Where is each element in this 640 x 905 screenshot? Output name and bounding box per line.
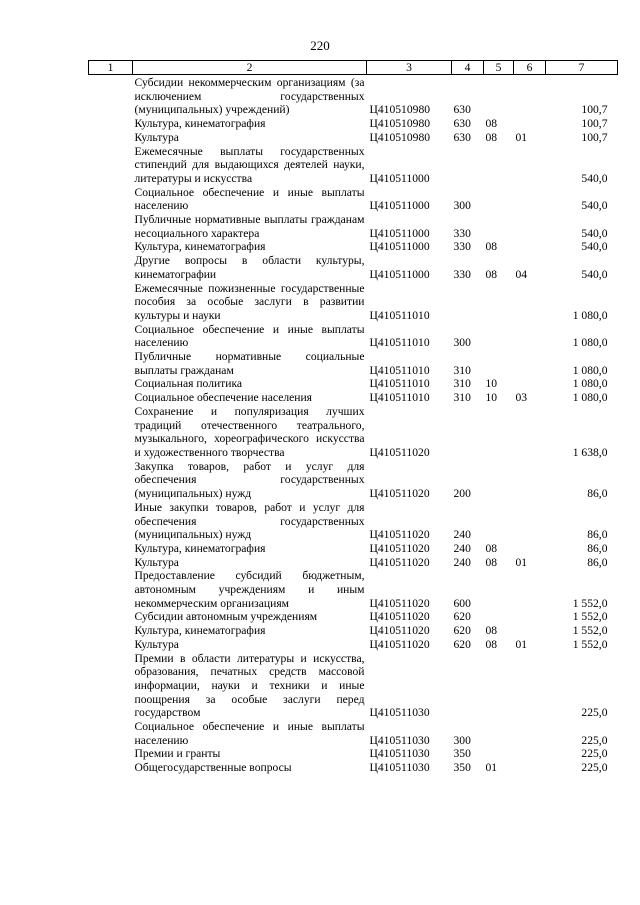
row-amount: 100,7 xyxy=(581,130,608,144)
row-code: Ц410511030 xyxy=(369,761,430,775)
row-name: Культура xyxy=(134,555,179,569)
row-pr xyxy=(514,610,546,624)
table-header-row xyxy=(89,61,618,75)
row-amount: 225,0 xyxy=(581,761,608,775)
row-vr: 310 xyxy=(453,377,471,391)
row-amount: 1 552,0 xyxy=(572,610,608,624)
row-vr: 630 xyxy=(453,103,471,117)
row-pr xyxy=(514,323,546,350)
row-rz xyxy=(484,75,514,118)
row-name: Премии в области литературы и искусства, образования, печатных средств массовой информации, науки и техники и иные поощрения за особые заслуги перед государством xyxy=(134,651,365,720)
row-name: Культура xyxy=(134,637,179,651)
row-vr: 330 xyxy=(453,226,471,240)
row-name: Социальное обеспечение и иные выплаты населению xyxy=(134,720,365,747)
row-vr xyxy=(452,282,484,323)
row-name: Сохранение и популяризация лучших традиций отечественного театрального, музыкального, хореографического искусства и художественного творчества xyxy=(134,404,365,459)
blank-cell xyxy=(89,569,133,610)
row-vr: 350 xyxy=(453,761,471,775)
row-pr xyxy=(514,405,546,460)
header-col-7: 7 xyxy=(546,61,618,75)
table-row xyxy=(89,240,618,254)
row-rz: 08 xyxy=(485,624,498,638)
row-code: Ц410511020 xyxy=(369,624,430,638)
row-name: Публичные нормативные социальные выплаты гражданам xyxy=(134,350,365,377)
table-row xyxy=(89,323,618,350)
row-rz xyxy=(484,501,514,542)
row-rz xyxy=(484,350,514,377)
row-pr: 01 xyxy=(515,130,528,144)
row-code: Ц410511020 xyxy=(369,596,430,610)
header-col-4: 4 xyxy=(452,61,484,75)
row-name: Социальное обеспечение и иные выплаты населению xyxy=(134,322,365,350)
blank-cell xyxy=(89,254,133,281)
row-code: Ц410511030 xyxy=(369,747,430,761)
row-rz: 08 xyxy=(485,541,498,555)
row-amount: 540,0 xyxy=(581,240,608,254)
blank-cell xyxy=(89,145,133,186)
table-row xyxy=(89,556,618,570)
row-vr: 620 xyxy=(453,637,471,651)
row-rz: 08 xyxy=(485,117,498,131)
row-code: Ц410511010 xyxy=(369,363,430,377)
row-name: Субсидии автономным учреждениям xyxy=(134,610,318,624)
row-rz: 10 xyxy=(485,391,498,405)
row-rz xyxy=(484,213,514,240)
row-vr: 330 xyxy=(453,267,471,281)
blank-cell xyxy=(89,377,133,391)
row-vr: 300 xyxy=(453,733,471,747)
row-vr: 240 xyxy=(453,555,471,569)
table-row xyxy=(89,761,618,775)
row-vr xyxy=(452,405,484,460)
row-name: Иные закупки товаров, работ и услуг для обеспечения государственных (муниципальных) нужд xyxy=(134,500,365,542)
table-row xyxy=(89,213,618,240)
row-vr: 310 xyxy=(453,363,471,377)
row-amount: 86,0 xyxy=(587,555,608,569)
row-code: Ц410511030 xyxy=(369,706,430,720)
row-rz xyxy=(484,145,514,186)
table-row xyxy=(89,350,618,377)
table-row xyxy=(89,377,618,391)
row-amount: 540,0 xyxy=(581,267,608,281)
row-amount: 1 552,0 xyxy=(572,624,608,638)
row-code: Ц410511020 xyxy=(369,541,430,555)
blank-cell xyxy=(89,761,133,775)
row-amount: 540,0 xyxy=(581,171,608,185)
row-code: Ц410511000 xyxy=(369,199,430,213)
header-col-6: 6 xyxy=(514,61,546,75)
row-code: Ц410511020 xyxy=(369,528,430,542)
blank-cell xyxy=(89,556,133,570)
row-amount: 1 080,0 xyxy=(572,391,608,405)
row-code: Ц410511010 xyxy=(369,391,430,405)
blank-cell xyxy=(89,282,133,323)
row-rz: 08 xyxy=(485,240,498,254)
table-row xyxy=(89,720,618,747)
table-row xyxy=(89,542,618,556)
row-amount: 540,0 xyxy=(581,199,608,213)
row-pr xyxy=(514,117,546,131)
row-rz xyxy=(484,282,514,323)
row-code: Ц410511010 xyxy=(369,308,430,322)
row-pr xyxy=(514,761,546,775)
blank-cell xyxy=(89,460,133,501)
blank-cell xyxy=(89,186,133,213)
row-name: Социальное обеспечение и иные выплаты населению xyxy=(134,185,365,213)
row-rz xyxy=(484,323,514,350)
blank-cell xyxy=(89,720,133,747)
row-rz: 08 xyxy=(485,130,498,144)
row-pr: 04 xyxy=(515,267,528,281)
table-row xyxy=(89,391,618,405)
row-vr: 350 xyxy=(453,747,471,761)
row-amount: 86,0 xyxy=(587,487,608,501)
row-amount: 1 080,0 xyxy=(572,336,608,350)
table-row xyxy=(89,117,618,131)
table-row xyxy=(89,624,618,638)
table-row xyxy=(89,652,618,721)
row-name: Культура, кинематография xyxy=(134,624,266,638)
row-code: Ц410511020 xyxy=(369,610,430,624)
row-pr xyxy=(514,720,546,747)
row-pr xyxy=(514,624,546,638)
row-rz xyxy=(484,610,514,624)
row-amount: 86,0 xyxy=(587,528,608,542)
row-vr: 200 xyxy=(453,487,471,501)
budget-table xyxy=(88,60,618,775)
row-amount: 1 080,0 xyxy=(572,308,608,322)
row-name: Социальная политика xyxy=(134,377,243,391)
row-name: Культура, кинематография xyxy=(134,117,266,131)
row-amount: 100,7 xyxy=(581,103,608,117)
row-rz xyxy=(484,720,514,747)
blank-cell xyxy=(89,323,133,350)
row-pr xyxy=(514,213,546,240)
row-vr: 600 xyxy=(453,596,471,610)
row-vr xyxy=(452,145,484,186)
table-row xyxy=(89,405,618,460)
row-rz: 08 xyxy=(485,267,498,281)
page-number: 220 xyxy=(310,38,330,53)
row-amount: 100,7 xyxy=(581,117,608,131)
row-name: Культура, кинематография xyxy=(134,541,266,555)
row-pr xyxy=(514,652,546,721)
row-pr xyxy=(514,186,546,213)
table-row xyxy=(89,460,618,501)
blank-cell xyxy=(89,405,133,460)
row-pr: 01 xyxy=(515,637,528,651)
table-row xyxy=(89,75,618,118)
row-amount: 225,0 xyxy=(581,733,608,747)
row-code: Ц410511030 xyxy=(369,733,430,747)
row-name: Культура, кинематография xyxy=(134,240,266,254)
row-rz: 08 xyxy=(485,555,498,569)
row-name: Субсидии некоммерческим организациям (за исключением государственных (муниципальных) учреждений) xyxy=(134,76,365,117)
table-row xyxy=(89,638,618,652)
row-name: Премии и гранты xyxy=(134,747,221,761)
row-rz: 10 xyxy=(485,377,498,391)
row-name: Закупка товаров, работ и услуг для обеспечения государственных (муниципальных) нужд xyxy=(134,459,365,501)
row-code: Ц410511000 xyxy=(369,240,430,254)
row-name: Общегосударственные вопросы xyxy=(134,761,292,775)
row-amount: 1 552,0 xyxy=(572,596,608,610)
row-amount: 86,0 xyxy=(587,541,608,555)
table-row xyxy=(89,254,618,281)
header-col-1: 1 xyxy=(89,61,133,75)
blank-cell xyxy=(89,638,133,652)
row-rz xyxy=(484,460,514,501)
row-pr xyxy=(514,569,546,610)
blank-cell xyxy=(89,542,133,556)
row-pr xyxy=(514,350,546,377)
row-pr xyxy=(514,75,546,118)
row-pr xyxy=(514,377,546,391)
table-body xyxy=(89,75,618,775)
row-rz xyxy=(484,747,514,761)
table-row xyxy=(89,282,618,323)
row-pr xyxy=(514,460,546,501)
row-code: Ц410510980 xyxy=(369,103,431,117)
header-col-5: 5 xyxy=(484,61,514,75)
row-pr: 01 xyxy=(515,555,528,569)
row-rz: 08 xyxy=(485,637,498,651)
row-name: Другие вопросы в области культуры, кинематографии xyxy=(134,254,365,281)
row-vr: 330 xyxy=(453,240,471,254)
blank-cell xyxy=(89,75,133,118)
blank-cell xyxy=(89,240,133,254)
row-pr xyxy=(514,501,546,542)
row-rz xyxy=(484,652,514,721)
row-vr: 240 xyxy=(453,541,471,555)
row-rz xyxy=(484,186,514,213)
table-row xyxy=(89,610,618,624)
blank-cell xyxy=(89,350,133,377)
row-rz: 01 xyxy=(485,761,498,775)
table-row xyxy=(89,186,618,213)
table-row xyxy=(89,747,618,761)
row-amount: 1 638,0 xyxy=(572,445,608,459)
header-col-2: 2 xyxy=(133,61,367,75)
row-code: Ц410511000 xyxy=(369,226,430,240)
row-pr xyxy=(514,542,546,556)
row-name: Ежемесячные пожизненные государственные пособия за особые заслуги в развитии культуры и науки xyxy=(134,281,365,322)
row-code: Ц410511020 xyxy=(369,555,430,569)
row-code: Ц410511020 xyxy=(369,487,430,501)
blank-cell xyxy=(89,501,133,542)
row-pr xyxy=(514,240,546,254)
row-code: Ц410511020 xyxy=(369,445,430,459)
row-pr xyxy=(514,282,546,323)
row-amount: 540,0 xyxy=(581,226,608,240)
row-code: Ц410511000 xyxy=(369,171,430,185)
blank-cell xyxy=(89,747,133,761)
blank-cell xyxy=(89,652,133,721)
row-name: Ежемесячные выплаты государственных стипендий для выдающихся деятелей науки, литературы и искусства xyxy=(134,144,365,185)
row-vr: 240 xyxy=(453,528,471,542)
row-code: Ц410511020 xyxy=(369,637,430,651)
table-row xyxy=(89,131,618,145)
row-amount: 1 080,0 xyxy=(572,377,608,391)
row-pr xyxy=(514,145,546,186)
blank-cell xyxy=(89,624,133,638)
blank-cell xyxy=(89,131,133,145)
row-pr: 03 xyxy=(515,391,528,405)
row-vr: 630 xyxy=(453,117,471,131)
row-amount: 1 080,0 xyxy=(572,363,608,377)
row-code: Ц410511010 xyxy=(369,377,430,391)
table-row xyxy=(89,145,618,186)
row-amount: 1 552,0 xyxy=(572,637,608,651)
row-name: Публичные нормативные выплаты гражданам несоциального характера xyxy=(134,213,365,240)
row-vr: 300 xyxy=(453,336,471,350)
row-code: Ц410510980 xyxy=(369,117,431,131)
row-amount: 225,0 xyxy=(581,747,608,761)
row-vr: 300 xyxy=(453,199,471,213)
row-name: Предоставление субсидий бюджетным, автономным учреждениям и иным некоммерческим организациям xyxy=(134,569,365,610)
header-col-3: 3 xyxy=(367,61,452,75)
row-code: Ц410511000 xyxy=(369,267,430,281)
blank-cell xyxy=(89,213,133,240)
row-vr: 310 xyxy=(453,391,471,405)
blank-cell xyxy=(89,391,133,405)
row-code: Ц410511010 xyxy=(369,336,430,350)
row-pr xyxy=(514,747,546,761)
table-row xyxy=(89,569,618,610)
table-row xyxy=(89,501,618,542)
row-vr: 620 xyxy=(453,610,471,624)
row-name: Социальное обеспечение населения xyxy=(134,391,313,405)
row-rz xyxy=(484,405,514,460)
row-rz xyxy=(484,569,514,610)
row-amount: 225,0 xyxy=(581,706,608,720)
row-name: Культура xyxy=(134,130,179,144)
row-code: Ц410510980 xyxy=(369,130,431,144)
blank-cell xyxy=(89,117,133,131)
row-vr xyxy=(452,652,484,721)
blank-cell xyxy=(89,610,133,624)
row-vr: 630 xyxy=(453,130,471,144)
row-vr: 620 xyxy=(453,624,471,638)
